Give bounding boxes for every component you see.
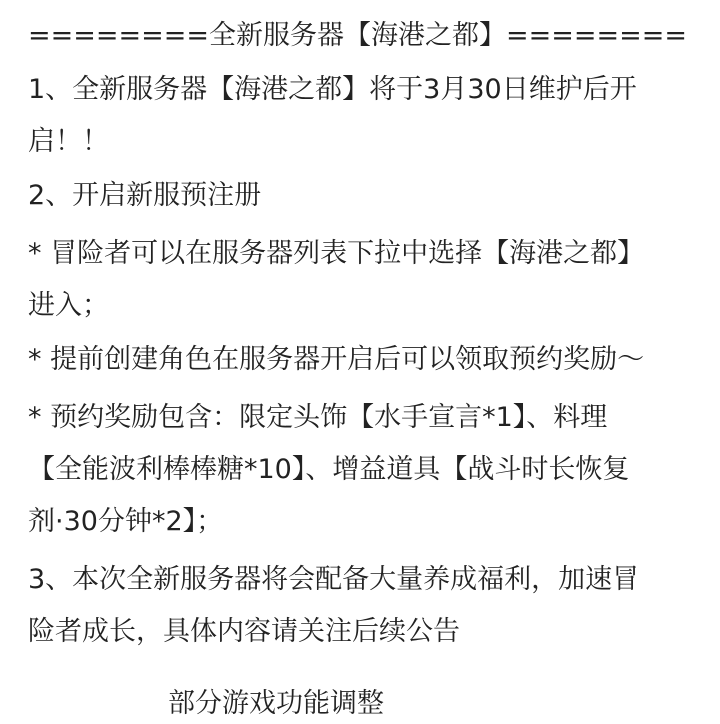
paragraph-3-line-1: 3、本次全新服务器将会配备大量养成福利，加速冒 <box>28 564 640 595</box>
bullet-3-line-1: * 预约奖励包含：限定头饰【水手宣言*1】、料理 <box>28 402 608 433</box>
header-divider-title: ========全新服务器【海港之都】======== <box>28 20 687 51</box>
paragraph-1-line-1: 1、全新服务器【海港之都】将于3月30日维护后开 <box>28 74 637 105</box>
bullet-1-line-2: 进入； <box>28 290 109 321</box>
partial-section-heading: 部分游戏功能调整 <box>168 688 384 719</box>
paragraph-1-line-2: 启！！ <box>28 126 109 157</box>
paragraph-3-line-2: 险者成长，具体内容请关注后续公告 <box>28 616 460 647</box>
bullet-3-line-3: 剂·30分钟*2】； <box>28 506 224 537</box>
bullet-1-line-1: * 冒险者可以在服务器列表下拉中选择【海港之都】 <box>28 238 645 269</box>
bullet-2-line-1: * 提前创建角色在服务器开启后可以领取预约奖励～ <box>28 344 645 375</box>
bullet-3-line-2: 【全能波利棒棒糖*10】、增益道具【战斗时长恢复 <box>28 454 630 485</box>
paragraph-2-heading: 2、开启新服预注册 <box>28 180 262 211</box>
